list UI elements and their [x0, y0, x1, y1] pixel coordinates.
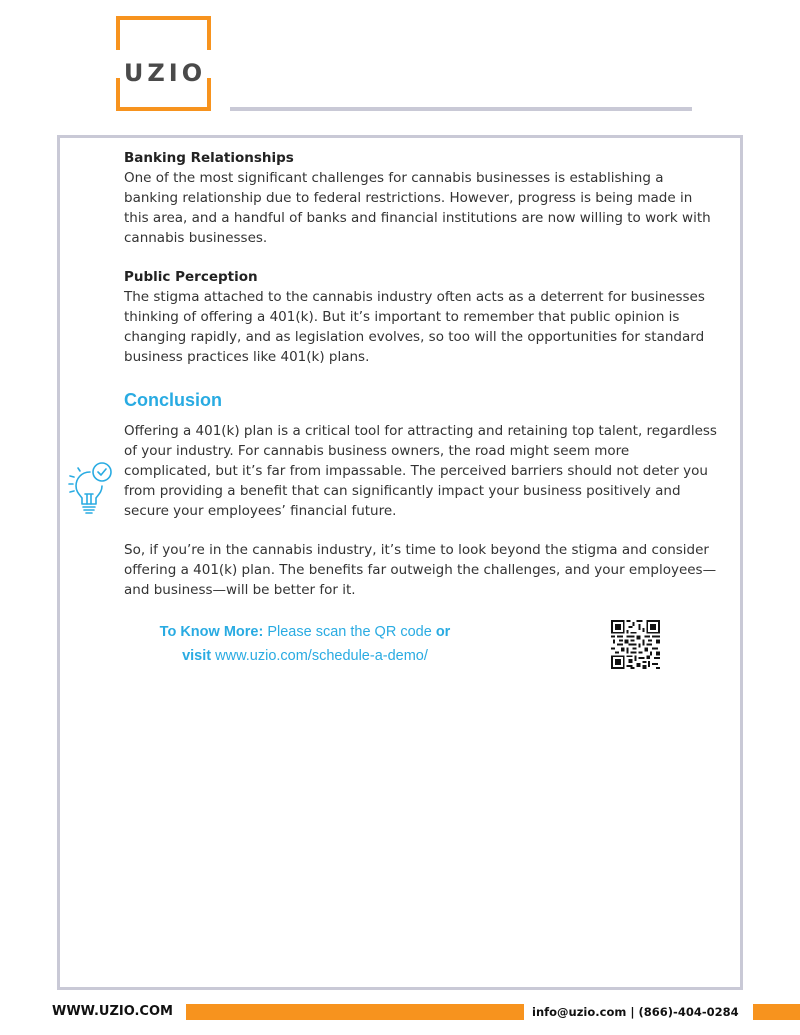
cta-label: To Know More:: [159, 624, 264, 640]
paragraph-line: cannabis businesses.: [124, 230, 268, 246]
uzio-logo: [116, 16, 211, 111]
paragraph-line: and business—will be better for it.: [124, 582, 356, 598]
paragraph-line: changing rapidly, and as legislation evolves, so too will the opportunities for standard: [124, 329, 705, 345]
paragraph-line: thinking of offering a 401(k). But it’s important to remember that public opinion is: [124, 309, 680, 325]
logo-text: UZIO: [123, 59, 207, 87]
paragraph-line: offering a 401(k) plan. The benefits far outweigh the challenges, and your employees—: [124, 562, 717, 578]
footer-website-link[interactable]: WWW.UZIO.COM: [52, 1004, 173, 1019]
cta-visit: visit: [182, 648, 212, 664]
header-divider: [230, 107, 692, 111]
footer-accent-bar-right: [753, 1004, 800, 1020]
conclusion-heading: Conclusion: [124, 390, 222, 410]
qr-code-icon[interactable]: [611, 620, 660, 669]
paragraph-line: business practices like 401(k) plans.: [124, 349, 370, 365]
paragraph-line: Offering a 401(k) plan is a critical tool for attracting and retaining top talent, regardless: [124, 423, 717, 439]
cta-or: or: [435, 624, 451, 640]
paragraph-line: from providing a benefit that can significantly impact your business positively and: [124, 483, 681, 499]
paragraph-line: The stigma attached to the cannabis industry often acts as a deterrent for businesses: [124, 289, 705, 305]
footer-accent-bar: [186, 1004, 524, 1020]
paragraph-line: So, if you’re in the cannabis industry, it’s time to look beyond the stigma and consider: [124, 542, 709, 558]
cta-text: Please scan the QR code: [267, 624, 432, 640]
cta-block: [130, 620, 480, 668]
paragraph-line: banking relationship due to federal restrictions. However, progress is being made in: [124, 190, 693, 206]
paragraph-line: this area, and a handful of banks and financial institutions are now willing to work with: [124, 210, 711, 226]
paragraph-line: One of the most significant challenges for cannabis businesses is establishing a: [124, 170, 664, 186]
footer-contact-info[interactable]: info@uzio.com | (866)-404-0284: [532, 1005, 739, 1019]
section-heading-banking: Banking Relationships: [124, 150, 294, 166]
paragraph-line: secure your employees’ financial future.: [124, 503, 397, 519]
cta-url-link[interactable]: www.uzio.com/schedule-a-demo/: [215, 648, 428, 664]
lightbulb-check-icon: [66, 460, 116, 516]
main-content: [124, 148, 734, 600]
paragraph-line: of your industry. For cannabis business owners, the road might seem more: [124, 443, 630, 459]
paragraph-line: complicated, but it’s far from impassable. The perceived barriers should not deter you: [124, 463, 708, 479]
section-heading-perception: Public Perception: [124, 269, 258, 285]
